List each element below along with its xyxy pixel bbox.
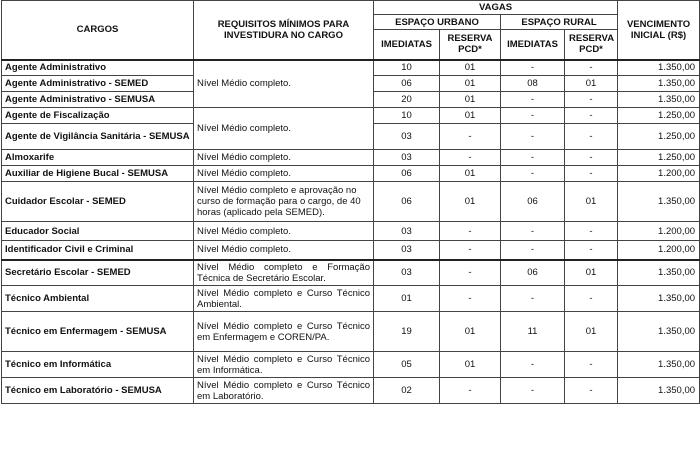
rural-reserva-cell: - <box>565 286 618 312</box>
urbano-imediatas-cell: 06 <box>374 166 440 182</box>
rural-reserva-cell: - <box>565 92 618 108</box>
rural-reserva-cell: - <box>565 166 618 182</box>
requisitos-cell: Nível Médio completo e Curso Técnico em Laboratório. <box>194 378 374 404</box>
requisitos-cell: Nível Médio completo e Curso Técnico Ambiental. <box>194 286 374 312</box>
rural-reserva-cell: - <box>565 352 618 378</box>
header-espaco-rural: ESPAÇO RURAL <box>501 15 618 30</box>
rural-imediatas-cell: - <box>501 352 565 378</box>
requisitos-cell: Nível Médio completo. <box>194 60 374 108</box>
urbano-imediatas-cell: 20 <box>374 92 440 108</box>
header-requisitos: REQUISITOS MÍNIMOS PARA INVESTIDURA NO CARGO <box>194 1 374 60</box>
vencimento-cell: 1.200,00 <box>618 241 700 260</box>
urbano-reserva-cell: - <box>440 260 501 286</box>
rural-imediatas-cell: - <box>501 241 565 260</box>
vencimento-cell: 1.350,00 <box>618 378 700 404</box>
table-row <box>2 352 700 378</box>
urbano-reserva-cell: - <box>440 286 501 312</box>
urbano-reserva-cell: - <box>440 378 501 404</box>
urbano-reserva-cell: 01 <box>440 312 501 352</box>
vencimento-cell: 1.350,00 <box>618 182 700 222</box>
urbano-reserva-cell: - <box>440 222 501 241</box>
cargo-cell: Secretário Escolar - SEMED <box>2 260 194 286</box>
rural-imediatas-cell: - <box>501 124 565 150</box>
cargo-cell: Auxiliar de Higiene Bucal - SEMUSA <box>2 166 194 182</box>
urbano-imediatas-cell: 02 <box>374 378 440 404</box>
cargo-cell: Agente Administrativo - SEMED <box>2 76 194 92</box>
vencimento-cell: 1.250,00 <box>618 124 700 150</box>
vencimento-cell: 1.350,00 <box>618 312 700 352</box>
urbano-imediatas-cell: 06 <box>374 182 440 222</box>
requisitos-cell: Nível Médio completo e Formação Técnica de Secretário Escolar. <box>194 260 374 286</box>
urbano-reserva-cell: 01 <box>440 182 501 222</box>
vencimento-cell: 1.200,00 <box>618 222 700 241</box>
vencimento-cell: 1.250,00 <box>618 108 700 124</box>
requisitos-cell: Nível Médio completo e Curso Técnico em Informática. <box>194 352 374 378</box>
requisitos-cell: Nível Médio completo. <box>194 241 374 260</box>
urbano-imediatas-cell: 03 <box>374 150 440 166</box>
requisitos-cell: Nível Médio completo e aprovação no curso de formação para o cargo, de 40 horas (aplicado pela SEMED). <box>194 182 374 222</box>
header-vagas: VAGAS <box>374 1 618 15</box>
cargo-cell: Técnico Ambiental <box>2 286 194 312</box>
urbano-reserva-cell: 01 <box>440 352 501 378</box>
rural-imediatas-cell: - <box>501 222 565 241</box>
vencimento-cell: 1.350,00 <box>618 352 700 378</box>
urbano-imediatas-cell: 10 <box>374 108 440 124</box>
urbano-imediatas-cell: 06 <box>374 76 440 92</box>
urbano-imediatas-cell: 01 <box>374 286 440 312</box>
vencimento-cell: 1.250,00 <box>618 150 700 166</box>
urbano-imediatas-cell: 03 <box>374 222 440 241</box>
rural-imediatas-cell: 06 <box>501 260 565 286</box>
table-row <box>2 286 700 312</box>
rural-reserva-cell: - <box>565 241 618 260</box>
rural-reserva-cell: 01 <box>565 260 618 286</box>
rural-reserva-cell: - <box>565 150 618 166</box>
cargo-cell: Agente de Fiscalização <box>2 108 194 124</box>
vencimento-cell: 1.350,00 <box>618 286 700 312</box>
table-row <box>2 222 700 241</box>
rural-reserva-cell: - <box>565 222 618 241</box>
urbano-reserva-cell: 01 <box>440 76 501 92</box>
requisitos-cell: Nível Médio completo. <box>194 166 374 182</box>
requisitos-cell: Nível Médio completo. <box>194 222 374 241</box>
rural-reserva-cell: - <box>565 60 618 76</box>
urbano-imediatas-cell: 03 <box>374 241 440 260</box>
table-row <box>2 182 700 222</box>
urbano-imediatas-cell: 03 <box>374 260 440 286</box>
vencimento-cell: 1.350,00 <box>618 92 700 108</box>
header-rural-imediatas: IMEDIATAS <box>501 30 565 60</box>
table-row <box>2 150 700 166</box>
vencimento-cell: 1.200,00 <box>618 166 700 182</box>
table-row <box>2 260 700 286</box>
table-row <box>2 108 700 124</box>
rural-reserva-cell: - <box>565 124 618 150</box>
vagas-table <box>1 0 700 404</box>
rural-imediatas-cell: 08 <box>501 76 565 92</box>
cargo-cell: Agente Administrativo <box>2 60 194 76</box>
header-rural-reserva: RESERVA PCD* <box>565 30 618 60</box>
cargo-cell: Agente de Vigilância Sanitária - SEMUSA <box>2 124 194 150</box>
urbano-reserva-cell: 01 <box>440 166 501 182</box>
cargo-cell: Técnico em Laboratório - SEMUSA <box>2 378 194 404</box>
cargo-cell: Técnico em Informática <box>2 352 194 378</box>
header-cargos: CARGOS <box>2 1 194 60</box>
rural-imediatas-cell: - <box>501 108 565 124</box>
urbano-imediatas-cell: 19 <box>374 312 440 352</box>
urbano-imediatas-cell: 10 <box>374 60 440 76</box>
requisitos-cell: Nível Médio completo. <box>194 150 374 166</box>
urbano-reserva-cell: - <box>440 241 501 260</box>
urbano-reserva-cell: 01 <box>440 108 501 124</box>
rural-imediatas-cell: - <box>501 378 565 404</box>
rural-imediatas-cell: - <box>501 150 565 166</box>
rural-reserva-cell: 01 <box>565 312 618 352</box>
vencimento-cell: 1.350,00 <box>618 60 700 76</box>
table-row <box>2 241 700 260</box>
header-urbano-imediatas: IMEDIATAS <box>374 30 440 60</box>
table-row <box>2 312 700 352</box>
requisitos-cell: Nível Médio completo. <box>194 108 374 150</box>
rural-imediatas-cell: - <box>501 92 565 108</box>
table-row <box>2 166 700 182</box>
vencimento-cell: 1.350,00 <box>618 260 700 286</box>
cargo-cell: Cuidador Escolar - SEMED <box>2 182 194 222</box>
header-vencimento: VENCIMENTO INICIAL (R$) <box>618 1 700 60</box>
rural-reserva-cell: - <box>565 378 618 404</box>
urbano-reserva-cell: - <box>440 124 501 150</box>
rural-reserva-cell: 01 <box>565 182 618 222</box>
urbano-imediatas-cell: 05 <box>374 352 440 378</box>
cargo-cell: Educador Social <box>2 222 194 241</box>
table-row <box>2 378 700 404</box>
rural-reserva-cell: - <box>565 108 618 124</box>
cargo-cell: Agente Administrativo - SEMUSA <box>2 92 194 108</box>
vencimento-cell: 1.350,00 <box>618 76 700 92</box>
rural-imediatas-cell: - <box>501 60 565 76</box>
table-row <box>2 60 700 76</box>
rural-reserva-cell: 01 <box>565 76 618 92</box>
rural-imediatas-cell: - <box>501 286 565 312</box>
cargo-cell: Almoxarife <box>2 150 194 166</box>
rural-imediatas-cell: 06 <box>501 182 565 222</box>
urbano-imediatas-cell: 03 <box>374 124 440 150</box>
cargo-cell: Identificador Civil e Criminal <box>2 241 194 260</box>
requisitos-cell: Nível Médio completo e Curso Técnico em Enfermagem e COREN/PA. <box>194 312 374 352</box>
urbano-reserva-cell: - <box>440 150 501 166</box>
urbano-reserva-cell: 01 <box>440 60 501 76</box>
header-urbano-reserva: RESERVA PCD* <box>440 30 501 60</box>
header-espaco-urbano: ESPAÇO URBANO <box>374 15 501 30</box>
rural-imediatas-cell: 11 <box>501 312 565 352</box>
cargo-cell: Técnico em Enfermagem - SEMUSA <box>2 312 194 352</box>
urbano-reserva-cell: 01 <box>440 92 501 108</box>
rural-imediatas-cell: - <box>501 166 565 182</box>
